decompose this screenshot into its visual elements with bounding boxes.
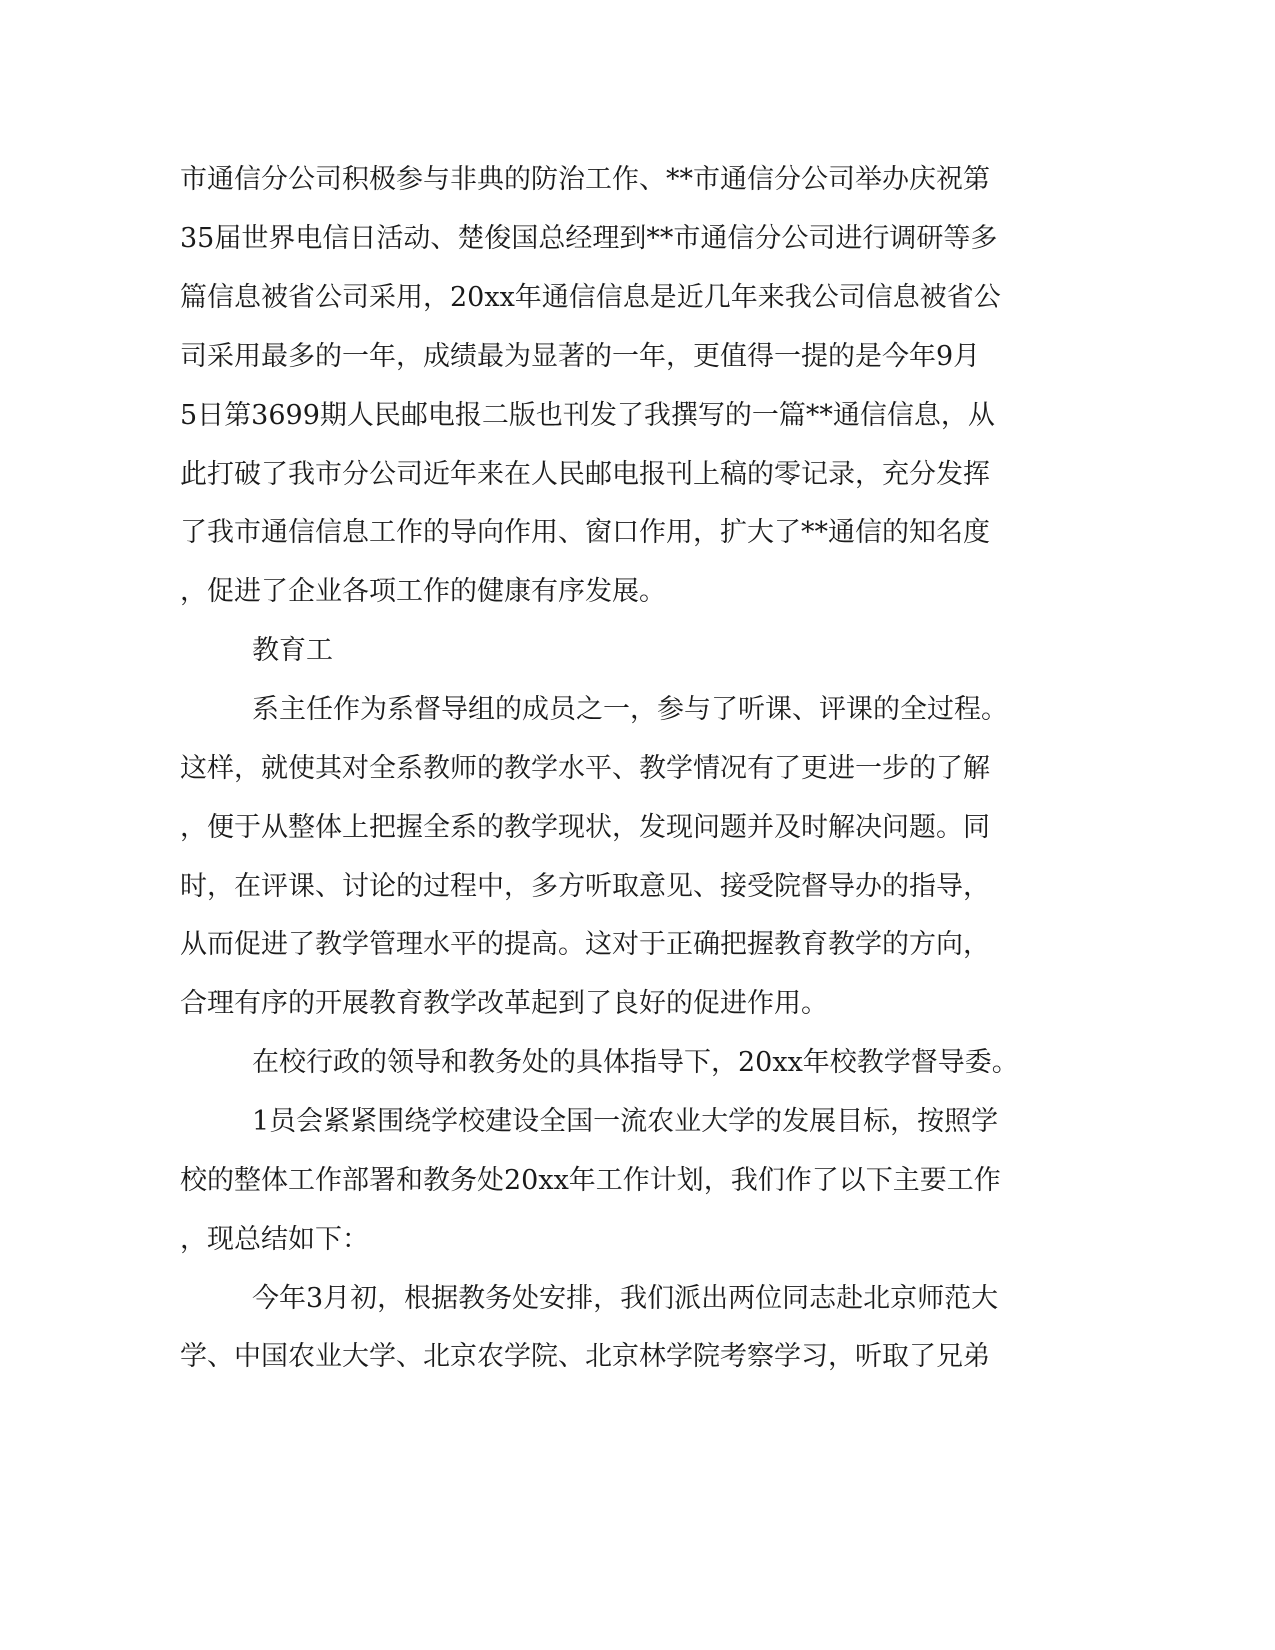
text-line: 在校行政的领导和教务处的具体指导下，20xx年校教学督导委。 — [252, 1047, 1019, 1078]
text-line: 学、中国农业大学、北京农学院、北京林学院考察学习，听取了兄弟 — [180, 1341, 990, 1372]
text-line: 5日第3699期人民邮电报二版也刊发了我撰写的一篇**通信信息，从 — [180, 400, 995, 431]
text-line: 35届世界电信日活动、楚俊国总经理到**市通信分公司进行调研等多 — [180, 223, 998, 254]
text-line: 系主任作为系督导组的成员之一，参与了听课、评课的全过程。 — [252, 694, 1008, 725]
text-line: ，促进了企业各项工作的健康有序发展。 — [180, 576, 666, 607]
text-line: 时，在评课、讨论的过程中，多方听取意见、接受院督导办的指导， — [180, 871, 990, 902]
text-line: 司采用最多的一年，成绩最为显著的一年，更值得一提的是今年9月 — [180, 341, 981, 372]
text-line: 此打破了我市分公司近年来在人民邮电报刊上稿的零记录，充分发挥 — [180, 459, 990, 490]
text-line: ，便于从整体上把握全系的教学现状，发现问题并及时解决问题。同 — [180, 812, 990, 843]
text-line: 市通信分公司积极参与非典的防治工作、**市通信分公司举办庆祝第 — [180, 164, 990, 195]
text-line: 这样，就使其对全系教师的教学水平、教学情况有了更进一步的了解 — [180, 753, 990, 784]
text-line: 今年3月初，根据教务处安排，我们派出两位同志赴北京师范大 — [252, 1283, 999, 1314]
section-heading: 教育工 — [252, 635, 333, 666]
text-line: 篇信息被省公司采用，20xx年通信信息是近几年来我公司信息被省公 — [180, 282, 1001, 313]
text-line: 从而促进了教学管理水平的提高。这对于正确把握教育教学的方向， — [180, 929, 990, 960]
text-line: 校的整体工作部署和教务处20xx年工作计划，我们作了以下主要工作 — [180, 1165, 1001, 1196]
text-line: 1员会紧紧围绕学校建设全国一流农业大学的发展目标，按照学 — [252, 1106, 999, 1137]
text-line: 了我市通信信息工作的导向作用、窗口作用，扩大了**通信的知名度 — [180, 517, 990, 548]
text-line: ，现总结如下： — [180, 1224, 369, 1255]
text-line: 合理有序的开展教育教学改革起到了良好的促进作用。 — [180, 988, 828, 1019]
